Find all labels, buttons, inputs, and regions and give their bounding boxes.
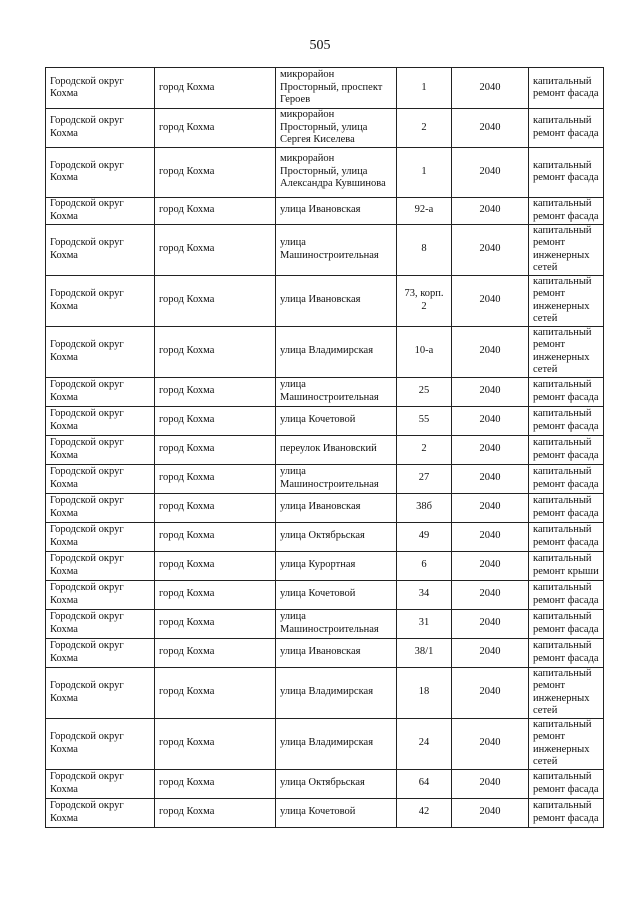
municipality-cell: Городской округ Кохма [46,275,155,326]
year-cell: 2040 [452,326,529,377]
street-cell: улица Владимирская [276,667,397,718]
settlement-cell: город Кохма [155,406,276,435]
street-cell: улица Владимирская [276,718,397,769]
street-cell: улица Ивановская [276,638,397,667]
year-cell: 2040 [452,377,529,406]
table-row [46,638,604,667]
municipality-cell: Городской округ Кохма [46,147,155,197]
table-row [46,798,604,827]
street-cell: улица Владимирская [276,326,397,377]
house-number-cell: 73, корп. 2 [397,275,452,326]
municipality-cell: Городской округ Кохма [46,377,155,406]
municipality-cell: Городской округ Кохма [46,667,155,718]
house-number-cell: 8 [397,224,452,275]
work-type-cell: капитальный ремонт инженерных сетей [529,667,604,718]
municipality-cell: Городской округ Кохма [46,522,155,551]
street-cell: микрорайон Просторный, улица Сергея Киселева [276,109,397,148]
municipality-cell: Городской округ Кохма [46,224,155,275]
year-cell: 2040 [452,769,529,798]
settlement-cell: город Кохма [155,551,276,580]
house-number-cell: 27 [397,464,452,493]
house-number-cell: 34 [397,580,452,609]
settlement-cell: город Кохма [155,275,276,326]
table-row [46,551,604,580]
settlement-cell: город Кохма [155,718,276,769]
house-number-cell: 24 [397,718,452,769]
house-number-cell: 64 [397,769,452,798]
work-type-cell: капитальный ремонт фасада [529,638,604,667]
street-cell: улица Ивановская [276,197,397,224]
settlement-cell: город Кохма [155,464,276,493]
work-type-cell: капитальный ремонт фасада [529,406,604,435]
year-cell: 2040 [452,275,529,326]
table-row [46,493,604,522]
settlement-cell: город Кохма [155,377,276,406]
street-cell: улица Ивановская [276,493,397,522]
work-type-cell: капитальный ремонт инженерных сетей [529,718,604,769]
house-number-cell: 38б [397,493,452,522]
table-row [46,147,604,197]
municipality-cell: Городской округ Кохма [46,326,155,377]
work-type-cell: капитальный ремонт крыши [529,551,604,580]
work-type-cell: капитальный ремонт фасада [529,798,604,827]
municipality-cell: Городской округ Кохма [46,197,155,224]
street-cell: улица Машиностроительная [276,464,397,493]
table-row [46,522,604,551]
work-type-cell: капитальный ремонт фасада [529,464,604,493]
house-number-cell: 31 [397,609,452,638]
table-row [46,435,604,464]
house-number-cell: 2 [397,435,452,464]
work-type-cell: капитальный ремонт фасада [529,435,604,464]
street-cell: улица Ивановская [276,275,397,326]
table-body [46,68,604,828]
year-cell: 2040 [452,718,529,769]
house-number-cell: 1 [397,147,452,197]
street-cell: переулок Ивановский [276,435,397,464]
year-cell: 2040 [452,68,529,109]
house-number-cell: 55 [397,406,452,435]
settlement-cell: город Кохма [155,638,276,667]
table-row [46,68,604,109]
house-number-cell: 42 [397,798,452,827]
settlement-cell: город Кохма [155,522,276,551]
house-number-cell: 2 [397,109,452,148]
table-row [46,109,604,148]
year-cell: 2040 [452,109,529,148]
house-number-cell: 10-а [397,326,452,377]
year-cell: 2040 [452,197,529,224]
street-cell: улица Октябрьская [276,522,397,551]
table-row [46,224,604,275]
municipality-cell: Городской округ Кохма [46,638,155,667]
settlement-cell: город Кохма [155,798,276,827]
municipality-cell: Городской округ Кохма [46,551,155,580]
work-type-cell: капитальный ремонт фасада [529,522,604,551]
work-type-cell: капитальный ремонт инженерных сетей [529,275,604,326]
work-type-cell: капитальный ремонт фасада [529,580,604,609]
settlement-cell: город Кохма [155,580,276,609]
work-type-cell: капитальный ремонт фасада [529,377,604,406]
work-type-cell: капитальный ремонт фасада [529,68,604,109]
work-type-cell: капитальный ремонт инженерных сетей [529,224,604,275]
municipality-cell: Городской округ Кохма [46,609,155,638]
settlement-cell: город Кохма [155,224,276,275]
year-cell: 2040 [452,147,529,197]
street-cell: улица Машиностроительная [276,224,397,275]
settlement-cell: город Кохма [155,435,276,464]
work-type-cell: капитальный ремонт фасада [529,609,604,638]
year-cell: 2040 [452,551,529,580]
work-type-cell: капитальный ремонт инженерных сетей [529,326,604,377]
table-row [46,769,604,798]
work-type-cell: капитальный ремонт фасада [529,109,604,148]
house-number-cell: 38/1 [397,638,452,667]
table-row [46,326,604,377]
year-cell: 2040 [452,667,529,718]
municipality-cell: Городской округ Кохма [46,406,155,435]
work-type-cell: капитальный ремонт фасада [529,197,604,224]
street-cell: улица Октябрьская [276,769,397,798]
table-row [46,464,604,493]
municipality-cell: Городской округ Кохма [46,580,155,609]
year-cell: 2040 [452,435,529,464]
street-cell: улица Машиностроительная [276,609,397,638]
municipality-cell: Городской округ Кохма [46,68,155,109]
house-number-cell: 25 [397,377,452,406]
house-number-cell: 6 [397,551,452,580]
settlement-cell: город Кохма [155,609,276,638]
settlement-cell: город Кохма [155,493,276,522]
municipality-cell: Городской округ Кохма [46,464,155,493]
settlement-cell: город Кохма [155,769,276,798]
settlement-cell: город Кохма [155,197,276,224]
street-cell: улица Кочетовой [276,798,397,827]
settlement-cell: город Кохма [155,147,276,197]
settlement-cell: город Кохма [155,667,276,718]
municipality-cell: Городской округ Кохма [46,798,155,827]
work-type-cell: капитальный ремонт фасада [529,493,604,522]
table-row [46,718,604,769]
table-row [46,406,604,435]
street-cell: улица Курортная [276,551,397,580]
municipality-cell: Городской округ Кохма [46,435,155,464]
year-cell: 2040 [452,798,529,827]
settlement-cell: город Кохма [155,68,276,109]
work-type-cell: капитальный ремонт фасада [529,769,604,798]
year-cell: 2040 [452,224,529,275]
page-number: 505 [309,38,331,53]
table-row [46,275,604,326]
street-cell: микрорайон Просторный, улица Александра Кувшинова [276,147,397,197]
municipality-cell: Городской округ Кохма [46,718,155,769]
table-row [46,580,604,609]
street-cell: микрорайон Просторный, проспект Героев [276,68,397,109]
settlement-cell: город Кохма [155,109,276,148]
house-number-cell: 1 [397,68,452,109]
year-cell: 2040 [452,406,529,435]
municipality-cell: Городской округ Кохма [46,109,155,148]
table-row [46,609,604,638]
repair-schedule-table [45,67,604,828]
table-row [46,667,604,718]
municipality-cell: Городской округ Кохма [46,769,155,798]
street-cell: улица Машиностроительная [276,377,397,406]
work-type-cell: капитальный ремонт фасада [529,147,604,197]
street-cell: улица Кочетовой [276,580,397,609]
house-number-cell: 49 [397,522,452,551]
house-number-cell: 18 [397,667,452,718]
table-row [46,377,604,406]
year-cell: 2040 [452,580,529,609]
year-cell: 2040 [452,609,529,638]
table-row [46,197,604,224]
year-cell: 2040 [452,638,529,667]
year-cell: 2040 [452,464,529,493]
house-number-cell: 92-а [397,197,452,224]
municipality-cell: Городской округ Кохма [46,493,155,522]
street-cell: улица Кочетовой [276,406,397,435]
year-cell: 2040 [452,522,529,551]
year-cell: 2040 [452,493,529,522]
settlement-cell: город Кохма [155,326,276,377]
